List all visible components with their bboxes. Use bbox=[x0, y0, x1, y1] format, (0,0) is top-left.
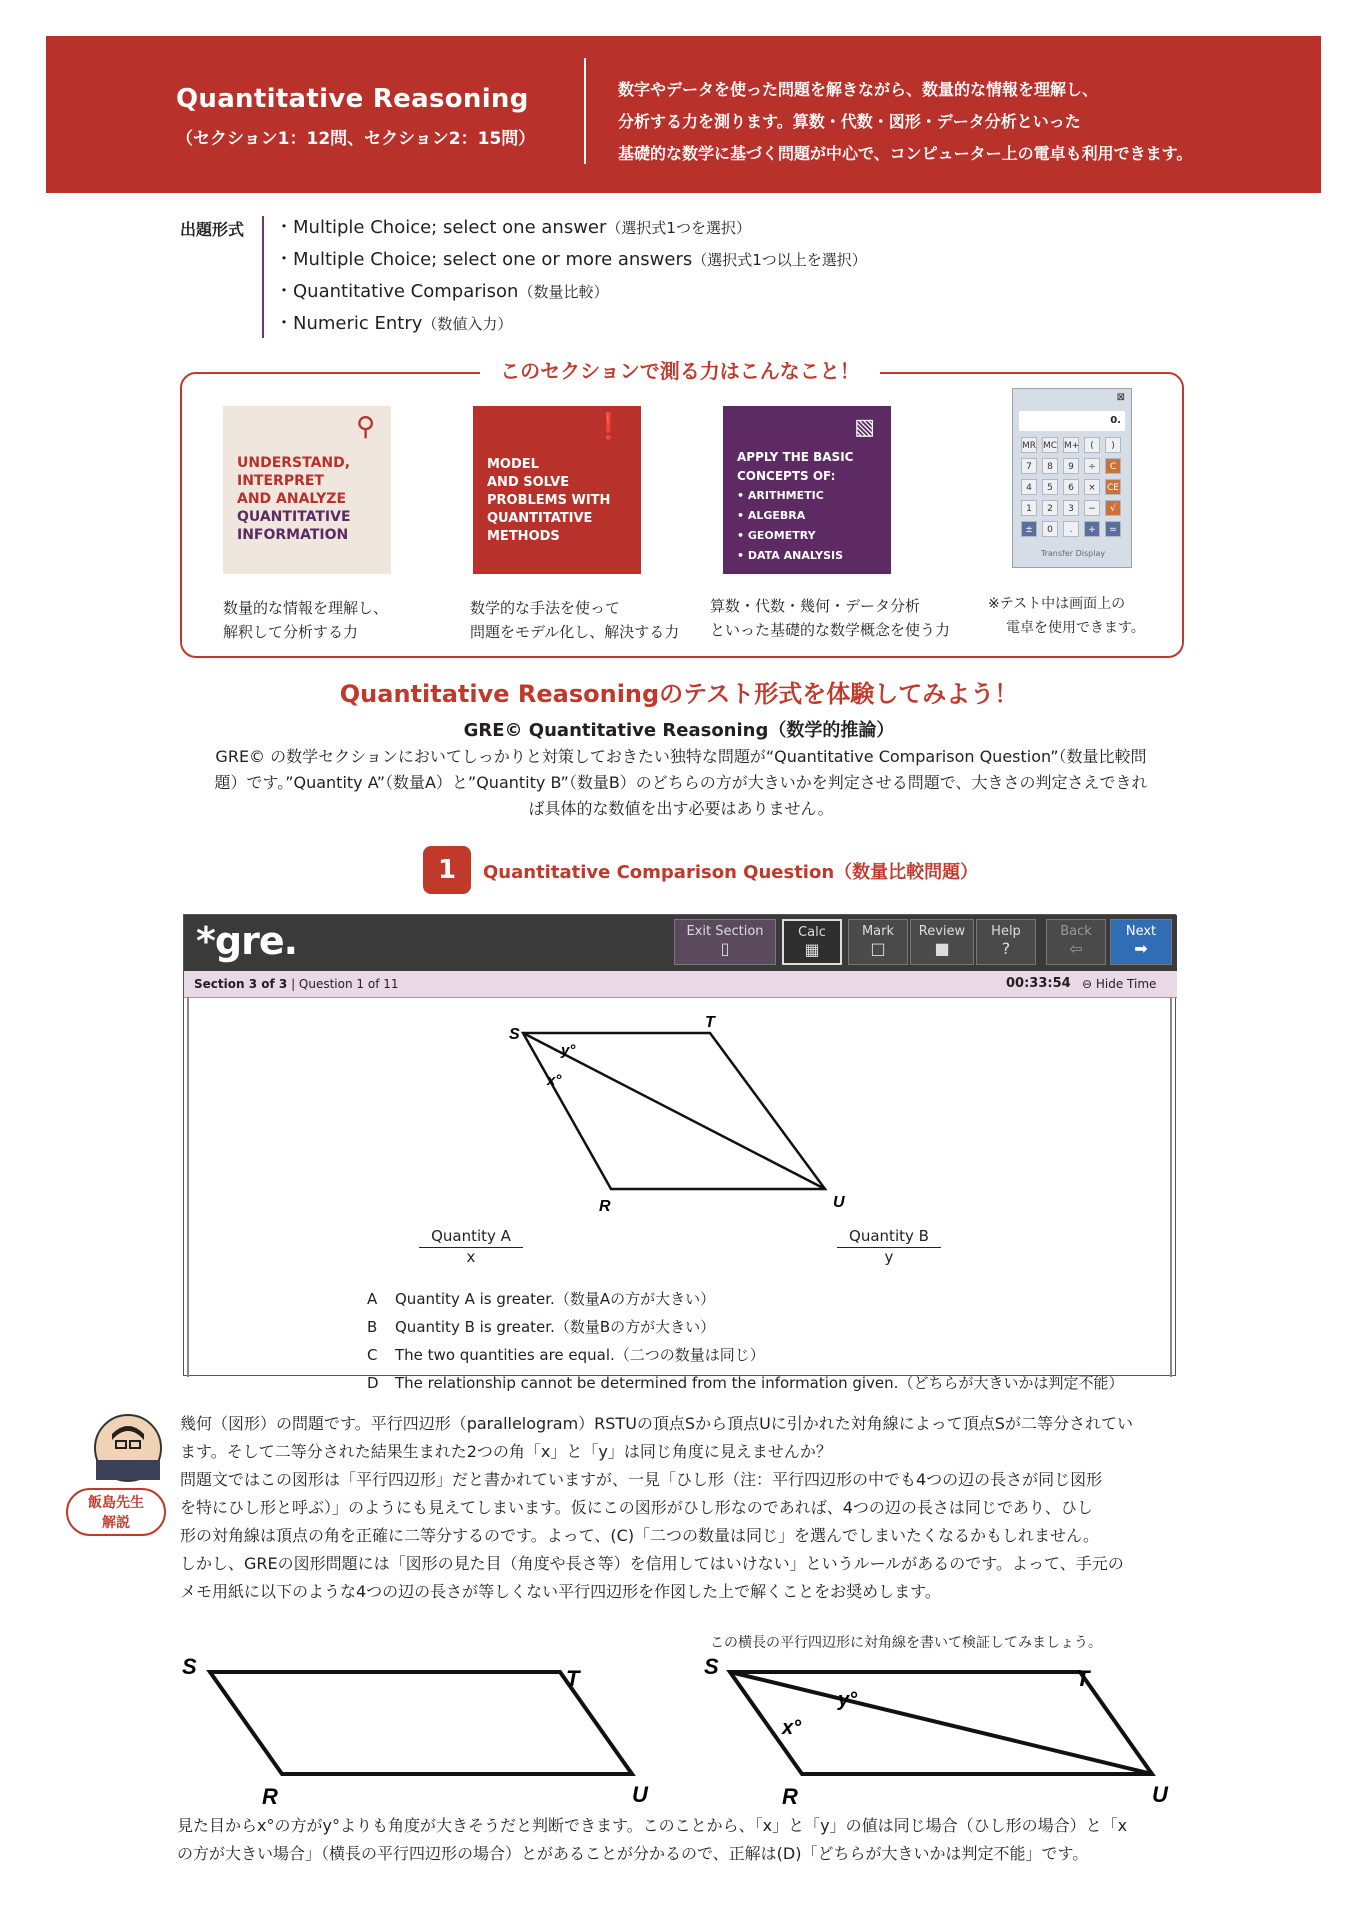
calculator-key[interactable]: 6 bbox=[1063, 479, 1079, 495]
calculator-key[interactable]: 5 bbox=[1042, 479, 1058, 495]
vertex-s-label: S bbox=[509, 1026, 520, 1043]
calculator-key[interactable]: 3 bbox=[1063, 500, 1079, 516]
exit-icon: ▯ bbox=[720, 939, 730, 958]
vertex-u-label: U bbox=[632, 1782, 648, 1807]
close-icon: ⊠ bbox=[1116, 392, 1125, 403]
format-label: 出題形式 bbox=[180, 220, 245, 239]
calc-button[interactable]: Calc ▦ bbox=[782, 919, 842, 965]
hide-time-toggle[interactable]: ⊖ Hide Time bbox=[1082, 977, 1157, 991]
section-title: Quantitative Reasoning bbox=[176, 84, 529, 114]
next-button[interactable]: Next ➡ bbox=[1110, 919, 1172, 965]
vertex-t-label: T bbox=[566, 1666, 580, 1691]
vertex-r-label: R bbox=[782, 1784, 798, 1809]
skill-tile-model: ❗ MODEL AND SOLVE PROBLEMS WITH QUANTITATIVE METHODS bbox=[473, 406, 641, 574]
vertex-s-label: S bbox=[704, 1654, 719, 1679]
calculator-key[interactable]: 1 bbox=[1021, 500, 1037, 516]
calculator-key[interactable]: 4 bbox=[1021, 479, 1037, 495]
gre-logo: *gre. bbox=[196, 919, 298, 963]
section-subtitle: （セクション1：12問、セクション2：15問） bbox=[176, 129, 536, 149]
mark-button[interactable]: Mark □ bbox=[848, 919, 908, 965]
answer-option-c[interactable]: C The two quantities are equal.（二つの数量は同じ） bbox=[367, 1346, 765, 1364]
calculator-key[interactable]: − bbox=[1084, 500, 1100, 516]
arrow-right-icon: ➡ bbox=[1134, 939, 1148, 958]
answer-option-d[interactable]: D The relationship cannot be determined from the information given.（どちらが大きいかは判定不能） bbox=[367, 1374, 1124, 1392]
list-item: ・Numeric Entry（数値入力） bbox=[275, 313, 513, 334]
calculator-key[interactable]: M+ bbox=[1063, 437, 1079, 453]
vertex-u-label: U bbox=[833, 1194, 845, 1211]
exit-section-button[interactable]: Exit Section ▯ bbox=[674, 919, 776, 965]
section-description: 数字やデータを使った問題を解きながら、数量的な情報を理解し、 分析する力を測ります。算数・代数・図形・データ分析といった 基礎的な数学に基づく問題が中心で、コンピューター上の電卓も利用できます。 bbox=[618, 80, 1193, 163]
skill-caption-1: 数量的な情報を理解し、 解釈して分析する力 bbox=[223, 599, 389, 641]
timer: 00:33:54 bbox=[1006, 976, 1071, 991]
transfer-display-button: Transfer Display bbox=[1040, 549, 1106, 558]
calculator-key[interactable]: 7 bbox=[1021, 458, 1037, 474]
question-area bbox=[187, 997, 1172, 1392]
calculator-key[interactable]: ± bbox=[1021, 521, 1037, 537]
angle-x-label: x° bbox=[782, 1717, 802, 1739]
vertex-t-label: T bbox=[705, 1014, 715, 1031]
calculator-key[interactable]: 0 bbox=[1042, 521, 1058, 537]
help-button[interactable]: Help ? bbox=[976, 919, 1036, 965]
figure-note: この横長の平行四辺形に対角線を書いて検証してみましょう。 bbox=[710, 1635, 1102, 1651]
page-heading: Quantitative Reasoningのテスト形式を体験してみよう！ bbox=[339, 680, 1019, 708]
angle-y-label: y° bbox=[561, 1042, 576, 1059]
skill-caption-2: 数学的な手法を使って 問題をモデル化し、解決する力 bbox=[470, 599, 680, 641]
angle-y-label: y° bbox=[838, 1689, 858, 1711]
gre-toolbar bbox=[184, 915, 1177, 971]
calculator-display: 0. bbox=[1019, 411, 1125, 431]
vertex-t-label: T bbox=[1076, 1666, 1090, 1691]
skill-tile-understand: ⚲ UNDERSTAND, INTERPRET AND ANALYZE QUANTITATIVE INFORMATION bbox=[223, 406, 391, 574]
calculator-key[interactable]: ( bbox=[1084, 437, 1100, 453]
arrow-left-icon: ⇦ bbox=[1069, 939, 1083, 958]
calculator-key[interactable]: MR bbox=[1021, 437, 1037, 453]
skill-tile-concepts: ▧ APPLY THE BASIC CONCEPTS OF: • ARITHMETIC • ALGEBRA • GEOMETRY • DATA ANALYSIS bbox=[723, 406, 891, 574]
conclusion-text: 見た目からx°の方がy°よりも角度が大きそうだと判断できます。このことから、「x」と「y」の値は同じ場合（ひし形の場合）と「x の方が大きい場合」（横長の平行四辺形の場合）とがあることが分かるので、正解は(D)「どちらが大きいかは判定不能」です。 bbox=[177, 1816, 1128, 1863]
calculator-key[interactable]: . bbox=[1063, 521, 1079, 537]
book-icon: ▧ bbox=[854, 415, 875, 440]
calculator-key[interactable]: √ bbox=[1105, 500, 1121, 516]
format-list bbox=[275, 212, 867, 340]
explanation-text: 幾何（図形）の問題です。平行四辺形（parallelogram）RSTUの頂点Sから頂点Uに引かれた対角線によって頂点Sが二等分されてい ます。そして二等分された結果生まれた2つの角「x」と「y」は同じ角度に見えませんか？ 問題文ではこの図形は「平行四辺形」だと書かれていますが、一見「ひし形（注：平行四辺形の中でも4つの辺の長さが同じ図形 を特にひし形と呼ぶ）」のようにも見えてしまいます。仮にこの図形がひし形なのであれば、4つの辺の長さは同じであり、ひし 形の対角線は頂点の角を正確に二等分するのです。よって、(C)「二つの数量は同じ」を選んでしまいたくなるかもしれません。 しかし、GREの図形問題には「図形の見た目（角度や長さ等）を信用してはいけない」というルールがあるのです。よって、手元の メモ用紙に以下のような4つの辺の長さが等しくない平行四辺形を作図した上で解くことをお奨めします。 bbox=[180, 1414, 1133, 1601]
calculator bbox=[1012, 388, 1132, 568]
question-number-badge: 1 bbox=[423, 846, 471, 894]
vertex-r-label: R bbox=[599, 1198, 611, 1215]
list-item: ・Multiple Choice; select one or more answers（選択式1つ以上を選択） bbox=[275, 249, 867, 270]
calculator-key[interactable]: CE bbox=[1105, 479, 1121, 495]
teacher-label: 飯島先生 解説 bbox=[66, 1488, 166, 1536]
header-banner bbox=[46, 36, 1321, 193]
review-button[interactable]: Review ■ bbox=[910, 919, 974, 965]
vertex-u-label: U bbox=[1152, 1782, 1168, 1807]
calculator-key[interactable]: ÷ bbox=[1084, 458, 1100, 474]
checkbox-icon: □ bbox=[870, 939, 886, 958]
answer-option-b[interactable]: B Quantity B is greater.（数量Bの方が大きい） bbox=[367, 1318, 716, 1336]
back-button[interactable]: Back ⇦ bbox=[1046, 919, 1106, 965]
question-indicator: | Question 1 of 11 bbox=[291, 977, 399, 991]
calculator-key[interactable]: C bbox=[1105, 458, 1121, 474]
vertex-r-label: R bbox=[262, 1784, 278, 1809]
gre-status-bar bbox=[184, 971, 1177, 998]
calculator-key[interactable]: = bbox=[1105, 521, 1121, 537]
skills-title: このセクションで測る力はこんなこと！ bbox=[480, 356, 880, 386]
intro-text: GRE© の数学セクションにおいてしっかりと対策しておきたい独特な問題が“Quantitative Comparison Question”（数量比較問 題）です。”Quantity A”（数量A）と”Quantity B”（数量B）のどちらの方が大きいかを判定させる問題で、大きさの判定さえできれ ば具体的な数値を出す必要はありません。 bbox=[214, 747, 1148, 818]
divider bbox=[262, 216, 264, 338]
list-item: ・Quantitative Comparison（数量比較） bbox=[275, 281, 609, 302]
angle-x-label: x° bbox=[547, 1072, 562, 1089]
skill-caption-3: 算数・代数・幾何・データ分析 といった基礎的な数学概念を使う力 bbox=[710, 597, 951, 639]
calculator-icon: ▦ bbox=[804, 940, 820, 959]
magnifier-chart-icon: ⚲ bbox=[355, 412, 375, 442]
calculator-key[interactable]: + bbox=[1084, 521, 1100, 537]
help-icon: ? bbox=[1001, 939, 1011, 958]
calculator-key[interactable]: ) bbox=[1105, 437, 1121, 453]
list-item: ・Multiple Choice; select one answer（選択式1つを選択） bbox=[275, 217, 751, 238]
vertex-s-label: S bbox=[182, 1654, 197, 1679]
section-indicator: Section 3 of 3 bbox=[194, 977, 288, 991]
calculator-caption: ※テスト中は画面上の 電卓を使用できます。 bbox=[988, 596, 1145, 636]
quantity-b: Quantity B y bbox=[837, 1227, 941, 1266]
divider bbox=[584, 58, 586, 164]
page-subheading: GRE© Quantitative Reasoning（数学的推論） bbox=[463, 720, 895, 741]
calculator-key[interactable]: 9 bbox=[1063, 458, 1079, 474]
answer-option-a[interactable]: A Quantity A is greater.（数量Aの方が大きい） bbox=[367, 1290, 716, 1308]
calculator-key[interactable]: MC bbox=[1042, 437, 1058, 453]
alert-gear-icon: ❗ bbox=[592, 412, 625, 442]
gre-test-screen bbox=[183, 914, 1176, 1392]
bookmark-icon: ■ bbox=[934, 939, 950, 958]
calculator-key[interactable]: 8 bbox=[1042, 458, 1058, 474]
teacher-avatar bbox=[94, 1414, 162, 1482]
question-type-title: Quantitative Comparison Question（数量比較問題） bbox=[483, 862, 979, 883]
calculator-key[interactable]: 2 bbox=[1042, 500, 1058, 516]
answer-options bbox=[367, 1285, 1123, 1397]
wide-parallelogram-figures bbox=[170, 1650, 1190, 1810]
quantity-a: Quantity A x bbox=[419, 1227, 523, 1266]
calculator-key[interactable]: × bbox=[1084, 479, 1100, 495]
